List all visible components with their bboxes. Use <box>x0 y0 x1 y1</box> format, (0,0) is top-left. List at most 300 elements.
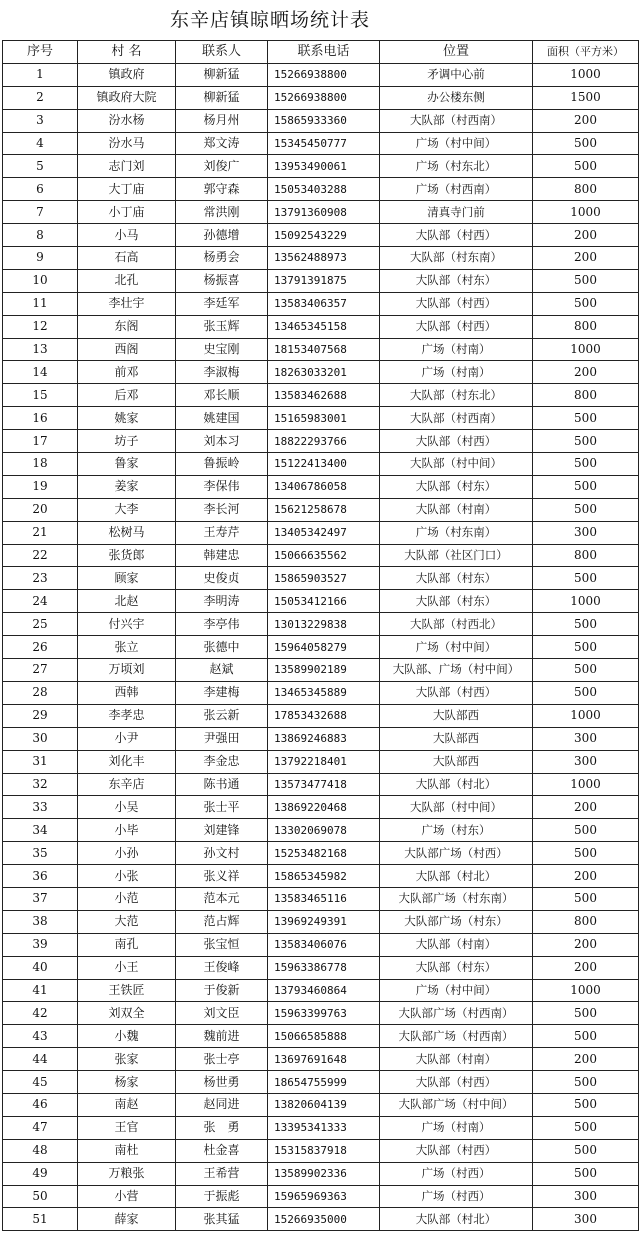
cell-phone: 15253482168 <box>268 842 380 865</box>
cell-location: 广场（村西南） <box>380 178 533 201</box>
cell-area: 500 <box>533 453 639 476</box>
header-phone: 联系电话 <box>268 41 380 64</box>
cell-village: 小丁庙 <box>78 201 176 224</box>
cell-village: 大丁庙 <box>78 178 176 201</box>
cell-village: 小营 <box>78 1185 176 1208</box>
cell-village: 小吴 <box>78 796 176 819</box>
cell-location: 大队部（村中间） <box>380 453 533 476</box>
cell-no: 23 <box>3 567 78 590</box>
cell-location: 大队部广场（村西） <box>380 842 533 865</box>
cell-area: 500 <box>533 430 639 453</box>
table-row <box>3 178 639 201</box>
cell-village: 前邓 <box>78 361 176 384</box>
cell-location: 广场（村中间） <box>380 636 533 659</box>
cell-village: 小张 <box>78 865 176 888</box>
cell-village: 付兴宇 <box>78 613 176 636</box>
cell-phone: 13589902336 <box>268 1162 380 1185</box>
table-row <box>3 727 639 750</box>
cell-no: 4 <box>3 132 78 155</box>
cell-no: 11 <box>3 292 78 315</box>
cell-location: 清真寺门前 <box>380 201 533 224</box>
cell-phone: 15865345982 <box>268 865 380 888</box>
table-row <box>3 521 639 544</box>
cell-location: 大队部（村东） <box>380 567 533 590</box>
table-row <box>3 407 639 430</box>
cell-area: 1000 <box>533 201 639 224</box>
cell-village: 大李 <box>78 498 176 521</box>
cell-phone: 15066635562 <box>268 544 380 567</box>
table-row <box>3 1071 639 1094</box>
cell-no: 39 <box>3 933 78 956</box>
cell-contact: 杨月州 <box>176 109 268 132</box>
cell-area: 500 <box>533 292 639 315</box>
cell-village: 小毕 <box>78 819 176 842</box>
cell-contact: 刘本习 <box>176 430 268 453</box>
cell-location: 大队部广场（村中间） <box>380 1093 533 1116</box>
table-row <box>3 498 639 521</box>
cell-no: 20 <box>3 498 78 521</box>
drying-field-table <box>2 40 639 1231</box>
cell-contact: 刘建锋 <box>176 819 268 842</box>
cell-contact: 邓长顺 <box>176 384 268 407</box>
cell-contact: 尹强田 <box>176 727 268 750</box>
table-row <box>3 910 639 933</box>
cell-village: 刘化丰 <box>78 750 176 773</box>
cell-contact: 李淑梅 <box>176 361 268 384</box>
cell-contact: 陈书通 <box>176 773 268 796</box>
table-row <box>3 773 639 796</box>
cell-village: 王铁匠 <box>78 979 176 1002</box>
cell-area: 1000 <box>533 63 639 86</box>
cell-contact: 范本元 <box>176 887 268 910</box>
cell-no: 28 <box>3 681 78 704</box>
cell-no: 21 <box>3 521 78 544</box>
cell-phone: 13562488973 <box>268 247 380 270</box>
table-row <box>3 636 639 659</box>
cell-contact: 张云新 <box>176 704 268 727</box>
cell-village: 西阁 <box>78 338 176 361</box>
cell-phone: 15621258678 <box>268 498 380 521</box>
cell-village: 李孝忠 <box>78 704 176 727</box>
cell-location: 大队部（村西） <box>380 1139 533 1162</box>
cell-phone: 18153407568 <box>268 338 380 361</box>
cell-contact: 赵同进 <box>176 1093 268 1116</box>
cell-no: 42 <box>3 1002 78 1025</box>
cell-area: 1000 <box>533 773 639 796</box>
table-row <box>3 1002 639 1025</box>
cell-village: 张立 <box>78 636 176 659</box>
cell-no: 32 <box>3 773 78 796</box>
cell-phone: 15345450777 <box>268 132 380 155</box>
cell-area: 500 <box>533 1093 639 1116</box>
table-row <box>3 681 639 704</box>
table-row <box>3 567 639 590</box>
cell-contact: 于振彪 <box>176 1185 268 1208</box>
table-row <box>3 887 639 910</box>
cell-area: 200 <box>533 109 639 132</box>
cell-no: 24 <box>3 590 78 613</box>
cell-phone: 13465345158 <box>268 315 380 338</box>
cell-phone: 15266938800 <box>268 63 380 86</box>
cell-area: 300 <box>533 750 639 773</box>
table-row <box>3 1185 639 1208</box>
cell-no: 34 <box>3 819 78 842</box>
table-row <box>3 430 639 453</box>
cell-no: 18 <box>3 453 78 476</box>
cell-location: 广场（村中间） <box>380 979 533 1002</box>
cell-location: 大队部广场（村东） <box>380 910 533 933</box>
cell-village: 刘双全 <box>78 1002 176 1025</box>
header-contact: 联系人 <box>176 41 268 64</box>
cell-phone: 15865903527 <box>268 567 380 590</box>
cell-area: 500 <box>533 1002 639 1025</box>
cell-village: 小马 <box>78 224 176 247</box>
cell-village: 万粮张 <box>78 1162 176 1185</box>
cell-area: 500 <box>533 681 639 704</box>
cell-phone: 17853432688 <box>268 704 380 727</box>
cell-no: 38 <box>3 910 78 933</box>
cell-village: 东辛店 <box>78 773 176 796</box>
cell-area: 200 <box>533 956 639 979</box>
page-title-text: 东辛店镇晾晒场统计表 <box>169 9 370 31</box>
cell-contact: 李长河 <box>176 498 268 521</box>
cell-no: 8 <box>3 224 78 247</box>
cell-phone: 13405342497 <box>268 521 380 544</box>
cell-no: 36 <box>3 865 78 888</box>
cell-no: 47 <box>3 1116 78 1139</box>
cell-phone: 13792218401 <box>268 750 380 773</box>
cell-village: 汾水马 <box>78 132 176 155</box>
cell-location: 广场（村南） <box>380 1116 533 1139</box>
cell-contact: 郭守森 <box>176 178 268 201</box>
cell-village: 小魏 <box>78 1025 176 1048</box>
cell-contact: 孙文村 <box>176 842 268 865</box>
table-row <box>3 750 639 773</box>
cell-area: 800 <box>533 178 639 201</box>
table-row <box>3 1048 639 1071</box>
cell-contact: 范占辉 <box>176 910 268 933</box>
table-row <box>3 819 639 842</box>
cell-area: 200 <box>533 933 639 956</box>
cell-location: 大队部（村北） <box>380 865 533 888</box>
cell-phone: 15053412166 <box>268 590 380 613</box>
cell-phone: 13583462688 <box>268 384 380 407</box>
cell-area: 500 <box>533 498 639 521</box>
cell-area: 200 <box>533 1048 639 1071</box>
cell-phone: 13820604139 <box>268 1093 380 1116</box>
cell-phone: 13869246883 <box>268 727 380 750</box>
table-row <box>3 659 639 682</box>
cell-location: 大队部（村东） <box>380 590 533 613</box>
cell-contact: 史宝刚 <box>176 338 268 361</box>
table-row <box>3 475 639 498</box>
table-row <box>3 63 639 86</box>
cell-village: 姚家 <box>78 407 176 430</box>
cell-phone: 13465345889 <box>268 681 380 704</box>
cell-contact: 魏前进 <box>176 1025 268 1048</box>
cell-no: 10 <box>3 269 78 292</box>
cell-location: 大队部（村西） <box>380 292 533 315</box>
cell-phone: 15053403288 <box>268 178 380 201</box>
table-row <box>3 1139 639 1162</box>
cell-location: 大队部、广场（村中间） <box>380 659 533 682</box>
table-row <box>3 956 639 979</box>
cell-location: 大队部（村东南） <box>380 247 533 270</box>
header-location: 位置 <box>380 41 533 64</box>
cell-village: 张家 <box>78 1048 176 1071</box>
cell-phone: 15266935000 <box>268 1208 380 1231</box>
cell-contact: 郑文涛 <box>176 132 268 155</box>
cell-location: 大队部（村西北） <box>380 613 533 636</box>
cell-area: 500 <box>533 887 639 910</box>
cell-area: 1000 <box>533 979 639 1002</box>
cell-contact: 张德中 <box>176 636 268 659</box>
table-row <box>3 453 639 476</box>
cell-village: 后邓 <box>78 384 176 407</box>
cell-village: 镇政府大院 <box>78 86 176 109</box>
cell-area: 500 <box>533 842 639 865</box>
cell-area: 1000 <box>533 590 639 613</box>
cell-no: 14 <box>3 361 78 384</box>
cell-village: 张货郎 <box>78 544 176 567</box>
cell-phone: 15092543229 <box>268 224 380 247</box>
cell-location: 矛调中心前 <box>380 63 533 86</box>
cell-no: 35 <box>3 842 78 865</box>
cell-village: 南孔 <box>78 933 176 956</box>
cell-area: 500 <box>533 407 639 430</box>
table-body <box>3 63 639 1230</box>
cell-location: 广场（村南） <box>380 361 533 384</box>
cell-area: 800 <box>533 315 639 338</box>
cell-phone: 18822293766 <box>268 430 380 453</box>
cell-location: 大队部（村西） <box>380 224 533 247</box>
cell-village: 西韩 <box>78 681 176 704</box>
cell-contact: 李亭伟 <box>176 613 268 636</box>
table-row <box>3 796 639 819</box>
cell-area: 200 <box>533 224 639 247</box>
cell-contact: 杨勇会 <box>176 247 268 270</box>
cell-location: 大队部（村西） <box>380 315 533 338</box>
cell-contact: 王寿芹 <box>176 521 268 544</box>
table-row <box>3 224 639 247</box>
table-row <box>3 155 639 178</box>
cell-village: 东阁 <box>78 315 176 338</box>
cell-location: 大队部（村南） <box>380 1048 533 1071</box>
cell-village: 大范 <box>78 910 176 933</box>
cell-village: 南杜 <box>78 1139 176 1162</box>
header-village: 村 名 <box>78 41 176 64</box>
cell-no: 37 <box>3 887 78 910</box>
table-row <box>3 544 639 567</box>
cell-contact: 刘文臣 <box>176 1002 268 1025</box>
cell-contact: 张义祥 <box>176 865 268 888</box>
cell-phone: 13869220468 <box>268 796 380 819</box>
cell-area: 500 <box>533 613 639 636</box>
cell-phone: 15315837918 <box>268 1139 380 1162</box>
cell-area: 500 <box>533 659 639 682</box>
cell-village: 坊子 <box>78 430 176 453</box>
cell-location: 大队部（村西南） <box>380 407 533 430</box>
table-row <box>3 1208 639 1231</box>
cell-location: 大队部（村中间） <box>380 796 533 819</box>
cell-contact: 史俊贞 <box>176 567 268 590</box>
cell-location: 广场（村东南） <box>380 521 533 544</box>
header-area: 面积（平方米） <box>533 41 639 64</box>
cell-village: 镇政府 <box>78 63 176 86</box>
cell-location: 大队部（村北） <box>380 1208 533 1231</box>
cell-location: 大队部（村西） <box>380 681 533 704</box>
cell-phone: 15165983001 <box>268 407 380 430</box>
cell-area: 500 <box>533 1139 639 1162</box>
cell-location: 大队部广场（村西南） <box>380 1025 533 1048</box>
cell-location: 大队部（村南） <box>380 498 533 521</box>
table-row <box>3 1025 639 1048</box>
cell-area: 300 <box>533 521 639 544</box>
cell-phone: 13589902189 <box>268 659 380 682</box>
cell-no: 43 <box>3 1025 78 1048</box>
cell-no: 40 <box>3 956 78 979</box>
cell-location: 大队部西 <box>380 704 533 727</box>
table-header-row <box>3 41 639 64</box>
table-row <box>3 842 639 865</box>
table-row <box>3 384 639 407</box>
cell-no: 7 <box>3 201 78 224</box>
cell-area: 200 <box>533 865 639 888</box>
cell-phone: 15122413400 <box>268 453 380 476</box>
cell-village: 薛家 <box>78 1208 176 1231</box>
cell-contact: 韩建忠 <box>176 544 268 567</box>
cell-area: 200 <box>533 247 639 270</box>
table-row <box>3 109 639 132</box>
cell-area: 500 <box>533 636 639 659</box>
cell-location: 大队部广场（村东南） <box>380 887 533 910</box>
cell-no: 5 <box>3 155 78 178</box>
cell-no: 30 <box>3 727 78 750</box>
cell-no: 9 <box>3 247 78 270</box>
table-row <box>3 979 639 1002</box>
cell-contact: 鲁振岭 <box>176 453 268 476</box>
cell-contact: 杜金喜 <box>176 1139 268 1162</box>
cell-no: 49 <box>3 1162 78 1185</box>
cell-no: 29 <box>3 704 78 727</box>
cell-location: 大队部西 <box>380 750 533 773</box>
table-row <box>3 1116 639 1139</box>
cell-location: 广场（村西） <box>380 1185 533 1208</box>
cell-village: 小范 <box>78 887 176 910</box>
cell-phone: 15266938800 <box>268 86 380 109</box>
cell-phone: 15965969363 <box>268 1185 380 1208</box>
cell-village: 北孔 <box>78 269 176 292</box>
cell-no: 25 <box>3 613 78 636</box>
cell-village: 王官 <box>78 1116 176 1139</box>
cell-no: 17 <box>3 430 78 453</box>
cell-location: 办公楼东侧 <box>380 86 533 109</box>
cell-area: 200 <box>533 796 639 819</box>
cell-no: 33 <box>3 796 78 819</box>
cell-area: 500 <box>533 1025 639 1048</box>
table-row <box>3 132 639 155</box>
cell-area: 800 <box>533 910 639 933</box>
cell-area: 500 <box>533 819 639 842</box>
cell-area: 300 <box>533 1208 639 1231</box>
cell-area: 200 <box>533 361 639 384</box>
cell-no: 48 <box>3 1139 78 1162</box>
cell-phone: 15066585888 <box>268 1025 380 1048</box>
cell-location: 大队部（村东） <box>380 956 533 979</box>
cell-phone: 13573477418 <box>268 773 380 796</box>
cell-no: 12 <box>3 315 78 338</box>
cell-area: 1000 <box>533 704 639 727</box>
cell-village: 小尹 <box>78 727 176 750</box>
cell-contact: 李保伟 <box>176 475 268 498</box>
cell-village: 松树马 <box>78 521 176 544</box>
table-row <box>3 247 639 270</box>
cell-phone: 13583465116 <box>268 887 380 910</box>
cell-location: 大队部（村南） <box>380 933 533 956</box>
cell-phone: 13583406076 <box>268 933 380 956</box>
cell-village: 顾家 <box>78 567 176 590</box>
cell-location: 大队部（村西） <box>380 430 533 453</box>
table-row <box>3 269 639 292</box>
cell-phone: 13793460864 <box>268 979 380 1002</box>
cell-phone: 13791360908 <box>268 201 380 224</box>
cell-area: 300 <box>533 1185 639 1208</box>
cell-location: 大队部广场（村西南） <box>380 1002 533 1025</box>
cell-contact: 杨世勇 <box>176 1071 268 1094</box>
cell-village: 北赵 <box>78 590 176 613</box>
cell-location: 广场（村中间） <box>380 132 533 155</box>
table-row <box>3 933 639 956</box>
cell-phone: 13697691648 <box>268 1048 380 1071</box>
cell-contact: 常洪刚 <box>176 201 268 224</box>
cell-location: 广场（村东） <box>380 819 533 842</box>
cell-area: 500 <box>533 269 639 292</box>
cell-no: 27 <box>3 659 78 682</box>
cell-area: 800 <box>533 544 639 567</box>
cell-area: 500 <box>533 475 639 498</box>
cell-village: 姜家 <box>78 475 176 498</box>
cell-location: 大队部（村西） <box>380 1071 533 1094</box>
cell-village: 小王 <box>78 956 176 979</box>
cell-phone: 18263033201 <box>268 361 380 384</box>
cell-village: 小孙 <box>78 842 176 865</box>
cell-phone: 13013229838 <box>268 613 380 636</box>
cell-village: 李壮宇 <box>78 292 176 315</box>
cell-location: 大队部（村西南） <box>380 109 533 132</box>
cell-contact: 张士平 <box>176 796 268 819</box>
cell-village: 南赵 <box>78 1093 176 1116</box>
table-row <box>3 1162 639 1185</box>
cell-contact: 李廷军 <box>176 292 268 315</box>
table-row <box>3 613 639 636</box>
cell-phone: 15963399763 <box>268 1002 380 1025</box>
cell-village: 志门刘 <box>78 155 176 178</box>
cell-contact: 杨振喜 <box>176 269 268 292</box>
cell-contact: 于俊新 <box>176 979 268 1002</box>
cell-no: 22 <box>3 544 78 567</box>
cell-phone: 15865933360 <box>268 109 380 132</box>
cell-no: 44 <box>3 1048 78 1071</box>
cell-location: 大队部（村东） <box>380 475 533 498</box>
cell-phone: 13791391875 <box>268 269 380 292</box>
table-row <box>3 865 639 888</box>
cell-contact: 李建梅 <box>176 681 268 704</box>
cell-no: 6 <box>3 178 78 201</box>
cell-contact: 柳新猛 <box>176 63 268 86</box>
header-no: 序号 <box>3 41 78 64</box>
cell-location: 广场（村南） <box>380 338 533 361</box>
cell-contact: 李金忠 <box>176 750 268 773</box>
